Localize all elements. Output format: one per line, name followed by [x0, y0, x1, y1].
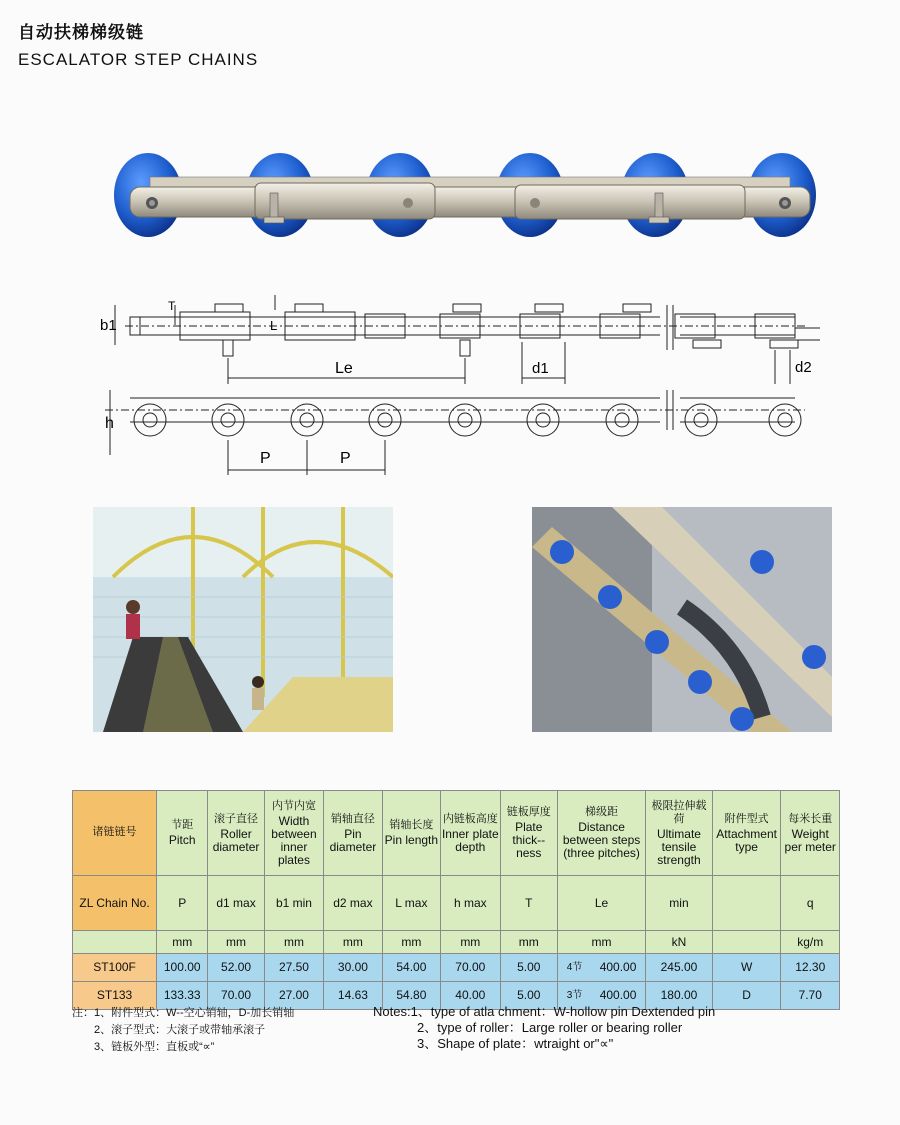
notes-english — [373, 1004, 715, 1052]
symbol-d2: d2 max — [324, 876, 382, 931]
cell-l: 54.80 — [382, 982, 440, 1010]
label-d1: d1 — [532, 360, 549, 377]
symbol-attachment — [712, 876, 781, 931]
symbol-t: T — [500, 876, 557, 931]
label-le: Le — [335, 360, 353, 377]
symbol-l: L max — [382, 876, 440, 931]
note-en-3: 3、Shape of plate：wtraight or"∝" — [417, 1036, 614, 1051]
unit-strength: kN — [646, 931, 713, 954]
cell-b1: 27.50 — [264, 954, 323, 982]
cell-d1: 52.00 — [208, 954, 264, 982]
unit-d1: mm — [208, 931, 264, 954]
label-b1: b1 — [100, 317, 117, 334]
cell-t: 5.00 — [500, 954, 557, 982]
title-english: ESCALATOR STEP CHAINS — [18, 50, 259, 69]
label-l: L — [270, 318, 278, 333]
spec-table — [72, 790, 840, 1010]
cell-d2: 14.63 — [324, 982, 382, 1010]
chain-detail-photo — [532, 507, 832, 732]
symbol-b1: b1 min — [264, 876, 323, 931]
note-en-2: 2、type of roller：Large roller or bearing roller — [417, 1020, 683, 1035]
title-chinese: 自动扶梯梯级链 — [18, 23, 144, 42]
cell-chain: ST133 — [73, 982, 157, 1010]
cell-weight: 7.70 — [781, 982, 840, 1010]
cell-le — [557, 954, 645, 982]
unit-h: mm — [441, 931, 500, 954]
symbol-le: Le — [557, 876, 645, 931]
header-tensile-strength: 极限拉伸载荷 Ultimate tensile strength — [646, 791, 713, 876]
cell-h: 70.00 — [441, 954, 500, 982]
label-p-1: P — [260, 450, 271, 467]
cell-weight: 12.30 — [781, 954, 840, 982]
cell-chain: ST100F — [73, 954, 157, 982]
symbol-strength: min — [646, 876, 713, 931]
header-chain-no: 诸链链号 — [73, 791, 157, 876]
unit-pitch: mm — [157, 931, 208, 954]
symbol-d1: d1 max — [208, 876, 264, 931]
unit-chain-no — [73, 931, 157, 954]
label-d2: d2 — [795, 359, 812, 376]
label-t: T — [168, 299, 176, 313]
cell-l: 54.00 — [382, 954, 440, 982]
note-cn-1: 注：1、附件型式：W--空心销轴，D-加长销轴 — [72, 1007, 295, 1019]
note-cn-3: 3、链板外型：直板或“∝” — [94, 1041, 215, 1053]
unit-weight: kg/m — [781, 931, 840, 954]
symbol-weight: q — [781, 876, 840, 931]
cell-le-value: 400.00 — [599, 988, 637, 1002]
cell-attach: W — [712, 954, 781, 982]
header-pin-diameter: 销轴直径 Pin diameter — [324, 791, 382, 876]
cell-h: 40.00 — [441, 982, 500, 1010]
header-attachment: 附件型式 Attachment type — [712, 791, 781, 876]
header-weight: 每米长重 Weight per meter — [781, 791, 840, 876]
cell-d1: 70.00 — [208, 982, 264, 1010]
cell-le-note: 3节 — [566, 990, 583, 1001]
unit-t: mm — [500, 931, 557, 954]
symbol-chain-no: ZL Chain No. — [73, 876, 157, 931]
notes-chinese — [72, 1005, 294, 1056]
cell-b1: 27.00 — [264, 982, 323, 1010]
header-plate-thickness: 链板厚度 Plate thick--ness — [500, 791, 557, 876]
cell-p: 100.00 — [157, 954, 208, 982]
cell-d2: 30.00 — [324, 954, 382, 982]
escalator-installation-photo — [93, 507, 393, 732]
cell-le-value: 400.00 — [599, 960, 637, 974]
note-en-1: Notes:1、type of atla chment：W-hollow pin Dextended pin — [373, 1004, 716, 1019]
unit-b1: mm — [264, 931, 323, 954]
label-h: h — [105, 415, 114, 432]
label-p-2: P — [340, 450, 351, 467]
header-pin-length: 销轴长度 Pin length — [382, 791, 440, 876]
header-pitch: 节距 Pitch — [157, 791, 208, 876]
cell-strength: 180.00 — [646, 982, 713, 1010]
note-cn-2: 2、滚子型式：大滚子或带轴承滚子 — [94, 1024, 266, 1036]
unit-attachment — [712, 931, 781, 954]
unit-le: mm — [557, 931, 645, 954]
symbol-h: h max — [441, 876, 500, 931]
symbol-pitch: P — [157, 876, 208, 931]
cell-t: 5.00 — [500, 982, 557, 1010]
cell-attach: D — [712, 982, 781, 1010]
header-step-distance: 梯级距 Distance between steps (three pitches) — [557, 791, 645, 876]
chain-product-photo — [110, 145, 825, 245]
cell-strength: 245.00 — [646, 954, 713, 982]
header-inner-width: 内节内宽 Width between inner plates — [264, 791, 323, 876]
header-roller-diameter: 滚子直径 Roller diameter — [208, 791, 264, 876]
header-plate-depth: 内链板高度 Inner plate depth — [441, 791, 500, 876]
cell-le-note: 4节 — [566, 962, 583, 973]
unit-d2: mm — [324, 931, 382, 954]
table-row — [73, 954, 840, 982]
chain-technical-drawing — [95, 280, 835, 475]
unit-l: mm — [382, 931, 440, 954]
cell-p: 133.33 — [157, 982, 208, 1010]
